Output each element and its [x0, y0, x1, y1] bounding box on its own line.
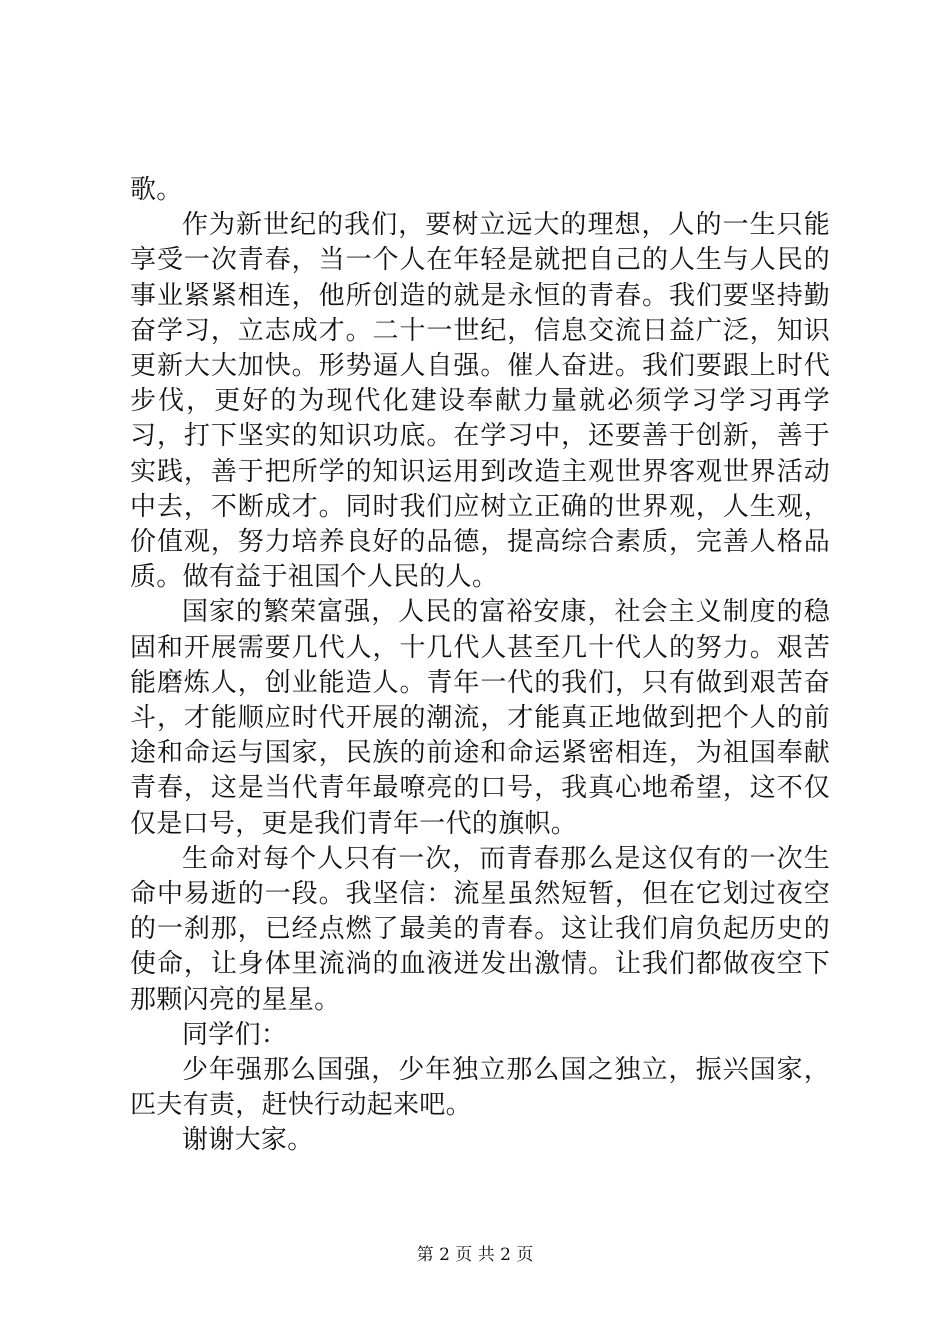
paragraph-ideals: 作为新世纪的我们，要树立远大的理想，人的一生只能享受一次青春，当一个人在年轻是就把自己的人生与人民的事业紧紧相连，他所创造的就是永恒的青春。我们要坚持勤奋学习，立志成才。二十一世纪，信息交流日益广泛，知识更新大大加快。形势逼人自强。催人奋进。我们要跟上时代步伐，更好的为现代化建设奉献力量就必须学习学习再学习，打下坚实的知识功底。在学习中，还要善于创新，善于实践，善于把所学的知识运用到改造主观世界客观世界活动中去，不断成才。同时我们应树立正确的世界观，人生观，价值观，努力培养良好的品德，提高综合素质，完善人格品质。做有益于祖国个人民的人。 — [130, 210, 830, 593]
paragraph-call-to-action: 少年强那么国强，少年独立那么国之独立，振兴国家，匹夫有责，赶快行动起来吧。 — [130, 1055, 830, 1121]
paragraph-youth-life: 生命对每个人只有一次，而青春那么是这仅有的一次生命中易逝的一段。我坚信：流星虽然短暂，但在它划过夜空的一刹那，已经点燃了最美的青春。这让我们肩负起历史的使命，让身体里流淌的血液迸发出激情。让我们都做夜空下那颗闪亮的星星。 — [130, 843, 830, 1015]
paragraph-address: 同学们： — [182, 1019, 288, 1050]
document-body — [130, 173, 830, 1159]
paragraph-thanks: 谢谢大家。 — [182, 1125, 314, 1156]
paragraph-continuation: 歌。 — [130, 175, 183, 205]
paragraph-hard-work: 国家的繁荣富强，人民的富裕安康，社会主义制度的稳固和开展需要几代人，十几代人甚至几十代人的努力。艰苦能磨炼人，创业能造人。青年一代的我们，只有做到艰苦奋斗，才能顺应时代开展的潮流，才能真正地做到把个人的前途和命运与国家，民族的前途和命运紧密相连，为祖国奉献青春，这是当代青年最嘹亮的口号，我真心地希望，这不仅仅是口号，更是我们青年一代的旗帜。 — [130, 597, 830, 839]
page-footer: 第 2 页 共 2 页 — [416, 1245, 534, 1265]
